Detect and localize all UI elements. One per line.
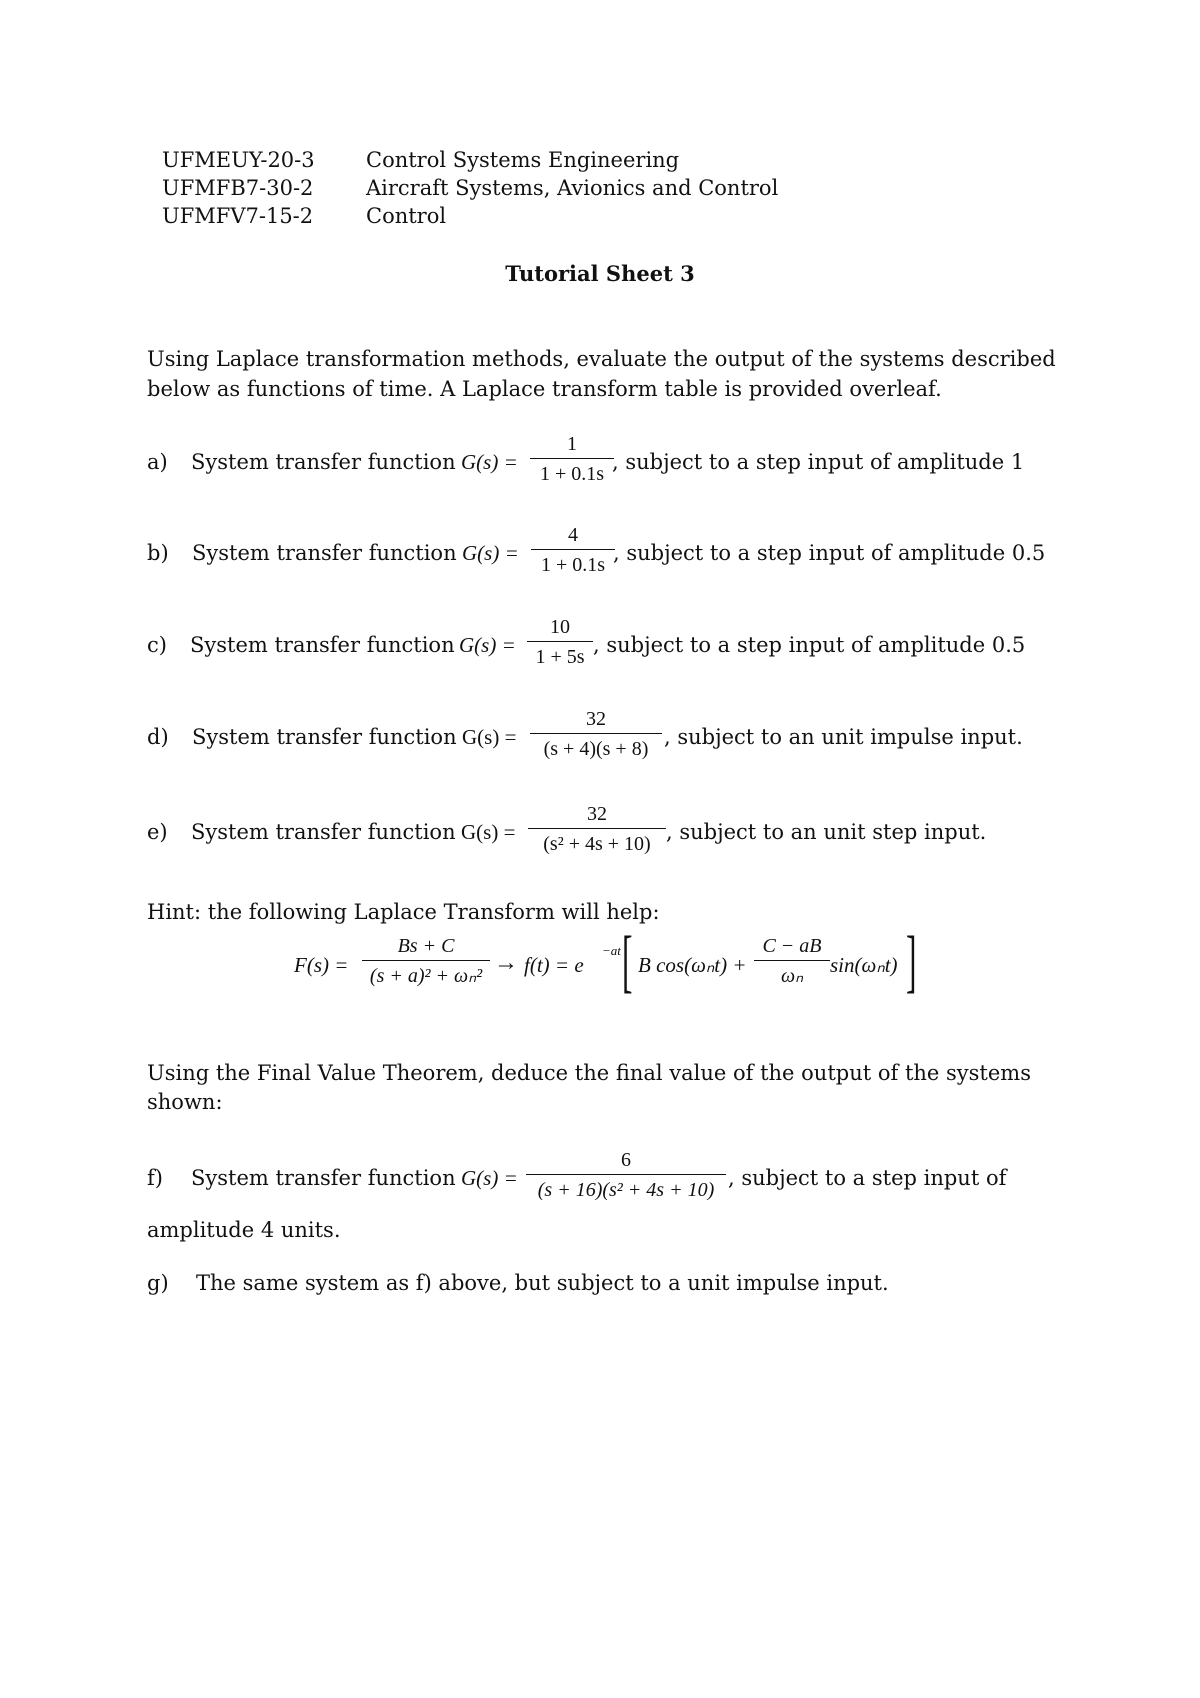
problem-c-suffix: , subject to a step input of amplitude 0.5 — [593, 633, 1026, 657]
fraction-bar — [362, 960, 490, 961]
course-title-2: Aircraft Systems, Avionics and Control — [366, 176, 779, 200]
fraction-bar — [527, 641, 593, 642]
problem-e-suffix: , subject to an unit step input. — [666, 820, 987, 844]
fraction-bar — [526, 1174, 726, 1175]
intro-line-1: Using Laplace transformation methods, evaluate the output of the systems described — [147, 347, 1056, 371]
problem-g-text: The same system as f) above, but subject to a unit impulse input. — [196, 1271, 889, 1295]
hint-sin-fraction — [754, 934, 830, 988]
problem-d-numerator: 32 — [586, 708, 606, 730]
problem-b-denominator: 1 + 0.1s — [540, 554, 606, 576]
problem-c-fraction — [527, 615, 593, 669]
problem-c-text: System transfer function — [190, 633, 455, 657]
problem-a-numerator: 1 — [567, 433, 577, 455]
fraction-bar — [530, 733, 662, 734]
hint-exponent: −at — [602, 943, 621, 958]
fraction-bar — [528, 828, 666, 829]
hint-f-lhs: f(t) = e — [524, 953, 584, 977]
sheet-title: Tutorial Sheet 3 — [505, 261, 695, 286]
hint-F-denominator: (s + a)² + ωₙ² — [369, 965, 483, 987]
problem-c-denominator: 1 + 5s — [535, 646, 585, 668]
arrow-icon: → — [494, 950, 518, 976]
problem-b-fraction — [531, 523, 615, 577]
problem-d-label: d) — [147, 725, 169, 749]
problem-a-text: System transfer function — [191, 450, 456, 474]
problem-d-suffix: , subject to an unit impulse input. — [664, 725, 1023, 749]
hint-text: Hint: the following Laplace Transform will help: — [147, 900, 660, 924]
problem-f-text: System transfer function — [191, 1166, 456, 1190]
problem-e-denominator: (s² + 4s + 10) — [543, 833, 651, 855]
course-title-3: Control — [366, 204, 447, 228]
problem-f-fraction — [526, 1148, 726, 1202]
problem-g-label: g) — [147, 1271, 169, 1295]
course-title-1: Control Systems Engineering — [366, 148, 680, 172]
problem-a-fraction — [530, 432, 614, 486]
intro-line-2: below as functions of time. A Laplace transform table is provided overleaf. — [147, 377, 942, 401]
hint-F-fraction — [362, 934, 490, 988]
problem-f-label: f) — [147, 1166, 163, 1190]
problem-d-lhs: G(s) = — [462, 725, 517, 749]
problem-c-numerator: 10 — [550, 616, 570, 638]
problem-f-numerator: 6 — [621, 1149, 631, 1171]
problem-b-numerator: 4 — [568, 524, 578, 546]
problem-b-lhs: G(s) = — [462, 541, 519, 565]
fraction-bar — [531, 549, 615, 550]
problem-d-denominator: (s + 4)(s + 8) — [543, 738, 649, 760]
fvt-line-2: shown: — [147, 1090, 223, 1114]
fraction-bar — [754, 960, 830, 961]
hint-cos-term: B cos(ωₙt) + — [638, 953, 747, 977]
hint-F-lhs: F(s) = — [294, 953, 349, 977]
problem-f-denominator: (s + 16)(s² + 4s + 10) — [537, 1179, 715, 1201]
problem-b-text: System transfer function — [192, 541, 457, 565]
problem-c-lhs: G(s) = — [459, 633, 516, 657]
problem-f-continuation: amplitude 4 units. — [147, 1218, 341, 1242]
hint-sin-denominator: ωₙ — [780, 965, 804, 987]
problem-a-label: a) — [147, 450, 168, 474]
problem-e-label: e) — [147, 820, 168, 844]
problem-d-fraction — [530, 707, 662, 761]
hint-sin-numerator: C − aB — [762, 935, 822, 957]
problem-f-lhs: G(s) = — [461, 1166, 518, 1190]
problem-f-suffix: , subject to a step input of — [728, 1166, 1007, 1190]
problem-c-label: c) — [147, 633, 167, 657]
hint-F-numerator: Bs + C — [397, 935, 455, 957]
problem-a-lhs: G(s) = — [461, 450, 518, 474]
problem-a-suffix: , subject to a step input of amplitude 1 — [612, 450, 1025, 474]
bracket-close: ] — [906, 923, 917, 1000]
problem-b-suffix: , subject to a step input of amplitude 0.5 — [613, 541, 1046, 565]
course-code-2: UFMFB7-30-2 — [162, 176, 314, 200]
course-code-1: UFMEUY-20-3 — [162, 148, 315, 172]
fraction-bar — [530, 458, 614, 459]
hint-sin-term: sin(ωₙt) — [830, 953, 898, 977]
problem-e-fraction — [528, 802, 666, 856]
problem-d-text: System transfer function — [192, 725, 457, 749]
course-code-3: UFMFV7-15-2 — [162, 204, 314, 228]
problem-a-denominator: 1 + 0.1s — [539, 463, 605, 485]
problem-e-text: System transfer function — [191, 820, 456, 844]
bracket-open: [ — [622, 923, 633, 1000]
problem-e-numerator: 32 — [587, 803, 607, 825]
fvt-line-1: Using the Final Value Theorem, deduce the final value of the output of the systems — [147, 1061, 1031, 1085]
problem-e-lhs: G(s) = — [461, 820, 516, 844]
problem-b-label: b) — [147, 541, 169, 565]
